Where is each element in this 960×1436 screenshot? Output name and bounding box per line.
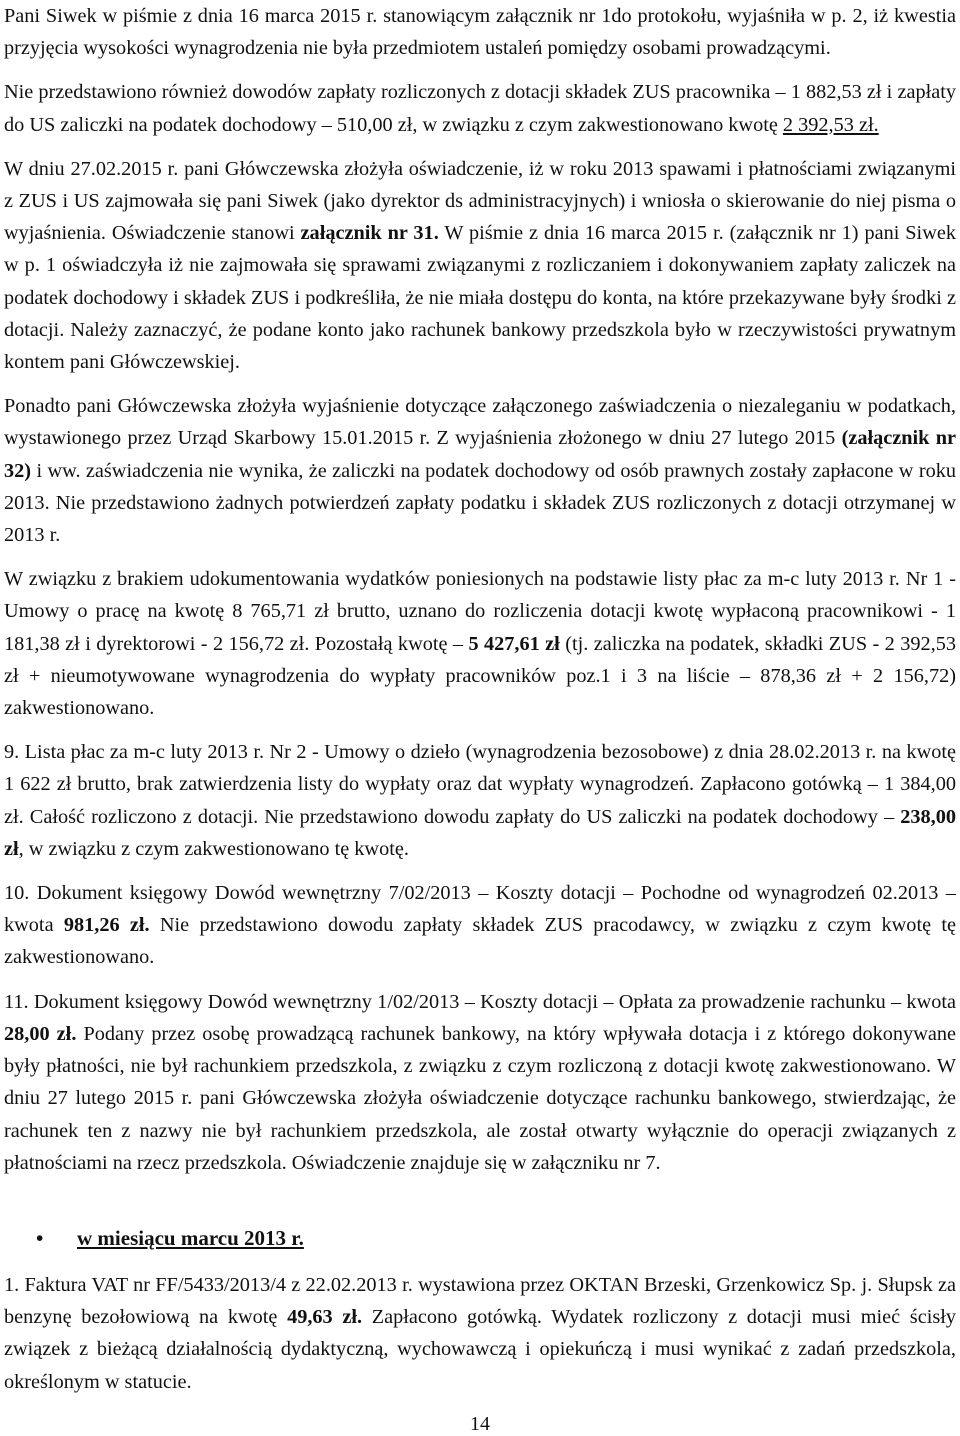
text-segment: W piśmie z dnia 16 marca 2015 r. (załącznik nr 1) pani Siwek w p. 1 oświadczyła iż nie zajmowała się sprawami związanymi z rozliczaniem i dokonywaniem zapłaty zaliczek na podatek dochodowy i składek ZUS i podkreśliła, że nie miała dostępu do konta, na które przekazywane były środki z dotacji. Należy zaznaczyć, że podane konto jako rachunek bankowy przedszkola było w rzeczywistości prywatnym kontem pani Główczewskiej.	[4, 222, 956, 374]
bullet-heading-block	[4, 1223, 956, 1253]
text-segment: W dniu 27.02.2015 r. pani Główczewska złożyła oświadczenie, iż w roku 2013 spawami i płatnościami związanymi z ZUS i US zajmowała się pani Siwek (jako dyrektor ds administracyjnych) i wniosła o skierowanie do niej pisma o wyjaśnienia. Oświadczenie stanowi	[4, 157, 956, 245]
text-segment: Zapłacono gotówką. Wydatek rozliczony z dotacji musi mieć ścisły związek z bieżącą działalnością dydaktyczną, wychowawczą i opiekuńczą i musi wynikać z zadań przedszkola, określonym w statucie.	[4, 1306, 956, 1393]
text-segment: Ponadto pani Główczewska złożyła wyjaśnienie dotyczące załączonego zaświadczenia o niezaleganiu w podatkach, wystawionego przez Urząd Skarbowy 15.01.2015 r. Z wyjaśnienia złożonego w dniu 27 lutego 2015	[4, 395, 956, 450]
bold-text: 5 427,61 zł	[468, 632, 560, 655]
document-page	[4, 0, 956, 1398]
text-segment: W związku z brakiem udokumentowania wydatków poniesionych na podstawie listy płac za m-c luty 2013 r. Nr 1 - Umowy o pracę na kwotę 8 765,71 zł brutto, uznano do rozliczenia dotacji kwotę wypłaconą pracownikowi - 1 181,38 zł i dyrektorowi - 2 156,72 zł. Pozostałą kwotę –	[4, 568, 956, 655]
bold-text: 238,00 zł	[4, 805, 956, 860]
bold-text: 49,63 zł.	[287, 1306, 363, 1329]
paragraph	[4, 986, 956, 1179]
text-segment: Nie przedstawiono również dowodów zapłaty rozliczonych z dotacji składek ZUS pracownika – 1 882,53 zł i zapłaty do US zaliczki na podatek dochodowy – 510,00 zł, w związku z czym zakwestionowano kwotę	[4, 81, 956, 136]
text-segment: , w związku z czym zakwestionowano tę kwotę.	[18, 837, 409, 860]
text-segment: 10. Dokument księgowy Dowód wewnętrzny 7/02/2013 – Koszty dotacji – Pochodne od wynagrodzeń 02.2013 – kwota	[4, 882, 956, 937]
paragraph	[4, 736, 956, 865]
text-segment: Pani Siwek w piśmie z dnia 16 marca 2015 r. stanowiącym załącznik nr 1do protokołu, wyjaśniła w p. 2, iż kwestia przyjęcia wysokości wynagrodzenia nie była przedmiotem ustaleń pomiędzy osobami prowadzącymi.	[4, 5, 956, 60]
bold-text: (załącznik nr 32)	[4, 427, 956, 482]
bold-text: załącznik nr 31.	[300, 222, 439, 245]
text-segment: 9. Lista płac za m-c luty 2013 r. Nr 2 - Umowy o dzieło (wynagrodzenia bezosobowe) z dnia 28.02.2013 r. na kwotę 1 622 zł brutto, brak zatwierdzenia listy do wypłaty oraz dat wypłaty wynagrodzeń. Zapłacono gotówką – 1 384,00 zł. Całość rozliczono z dotacji. Nie przedstawiono dowodu zapłaty do US zaliczki na podatek dochodowy –	[4, 741, 956, 828]
paragraph	[4, 563, 956, 724]
paragraph	[4, 76, 956, 140]
text-segment: Podany przez osobę prowadzącą rachunek bankowy, na który wpływała dotacja i z którego dokonywane były płatności, nie był rachunkiem przedszkola, z związku z czym rozliczoną z dotacji kwotę zakwestionowano. W dniu 27 lutego 2015 r. pani Główczewska złożyła oświadczenie dotyczące rachunku bankowego, stwierdzając, że rachunek ten z nazwy nie był rachunkiem przedszkola, ale został otwarty wyłącznie do operacji związanych z płatnościami na rzecz przedszkola. Oświadczenie znajduje się w załączniku nr 7.	[4, 1022, 956, 1174]
bold-text: 981,26 zł.	[63, 914, 150, 937]
paragraph	[4, 877, 956, 974]
text-segment: i ww. zaświadczenia nie wynika, że zaliczki na podatek dochodowy od osób prawnych zostały zapłacone w roku 2013. Nie przedstawiono żadnych potwierdzeń zapłaty podatku i składek ZUS rozliczonych z dotacji otrzymanej w 2013 r.	[4, 459, 956, 547]
underlined-text: 2 392,53 zł.	[782, 113, 879, 136]
text-segment: 11. Dokument księgowy Dowód wewnętrzny 1/02/2013 – Koszty dotacji – Opłata za prowadzenie rachunku – kwota	[4, 990, 956, 1013]
text-segment: 1. Faktura VAT nr FF/5433/2013/4 z 22.02.2013 r. wystawiona przez OKTAN Brzeski, Grzenkowicz Sp. j. Słupsk za benzynę bezołowiową na kwotę	[4, 1273, 956, 1329]
paragraph	[4, 390, 956, 551]
section-heading: w miesiącu marcu 2013 r.	[77, 1225, 304, 1250]
paragraph	[4, 153, 956, 378]
text-segment: (tj. zaliczka na podatek, składki ZUS - 2 392,53 zł + nieumotywowane wynagrodzenia do wypłaty pracowników poz.1 i 3 na liście – 878,36 zł + 2 156,72) zakwestionowano.	[4, 632, 956, 720]
bold-text: 28,00 zł.	[4, 1022, 77, 1045]
paragraph	[4, 0, 956, 64]
paragraphs-section	[4, 0, 956, 1179]
page-number: 14	[470, 1413, 490, 1435]
bullet-icon: •	[36, 1225, 44, 1250]
after-bullet-section	[4, 1269, 956, 1398]
text-segment: Nie przedstawiono dowodu zapłaty składek ZUS pracodawcy, w związku z czym kwotę tę zakwestionowano.	[4, 914, 956, 969]
paragraph	[4, 1269, 956, 1398]
